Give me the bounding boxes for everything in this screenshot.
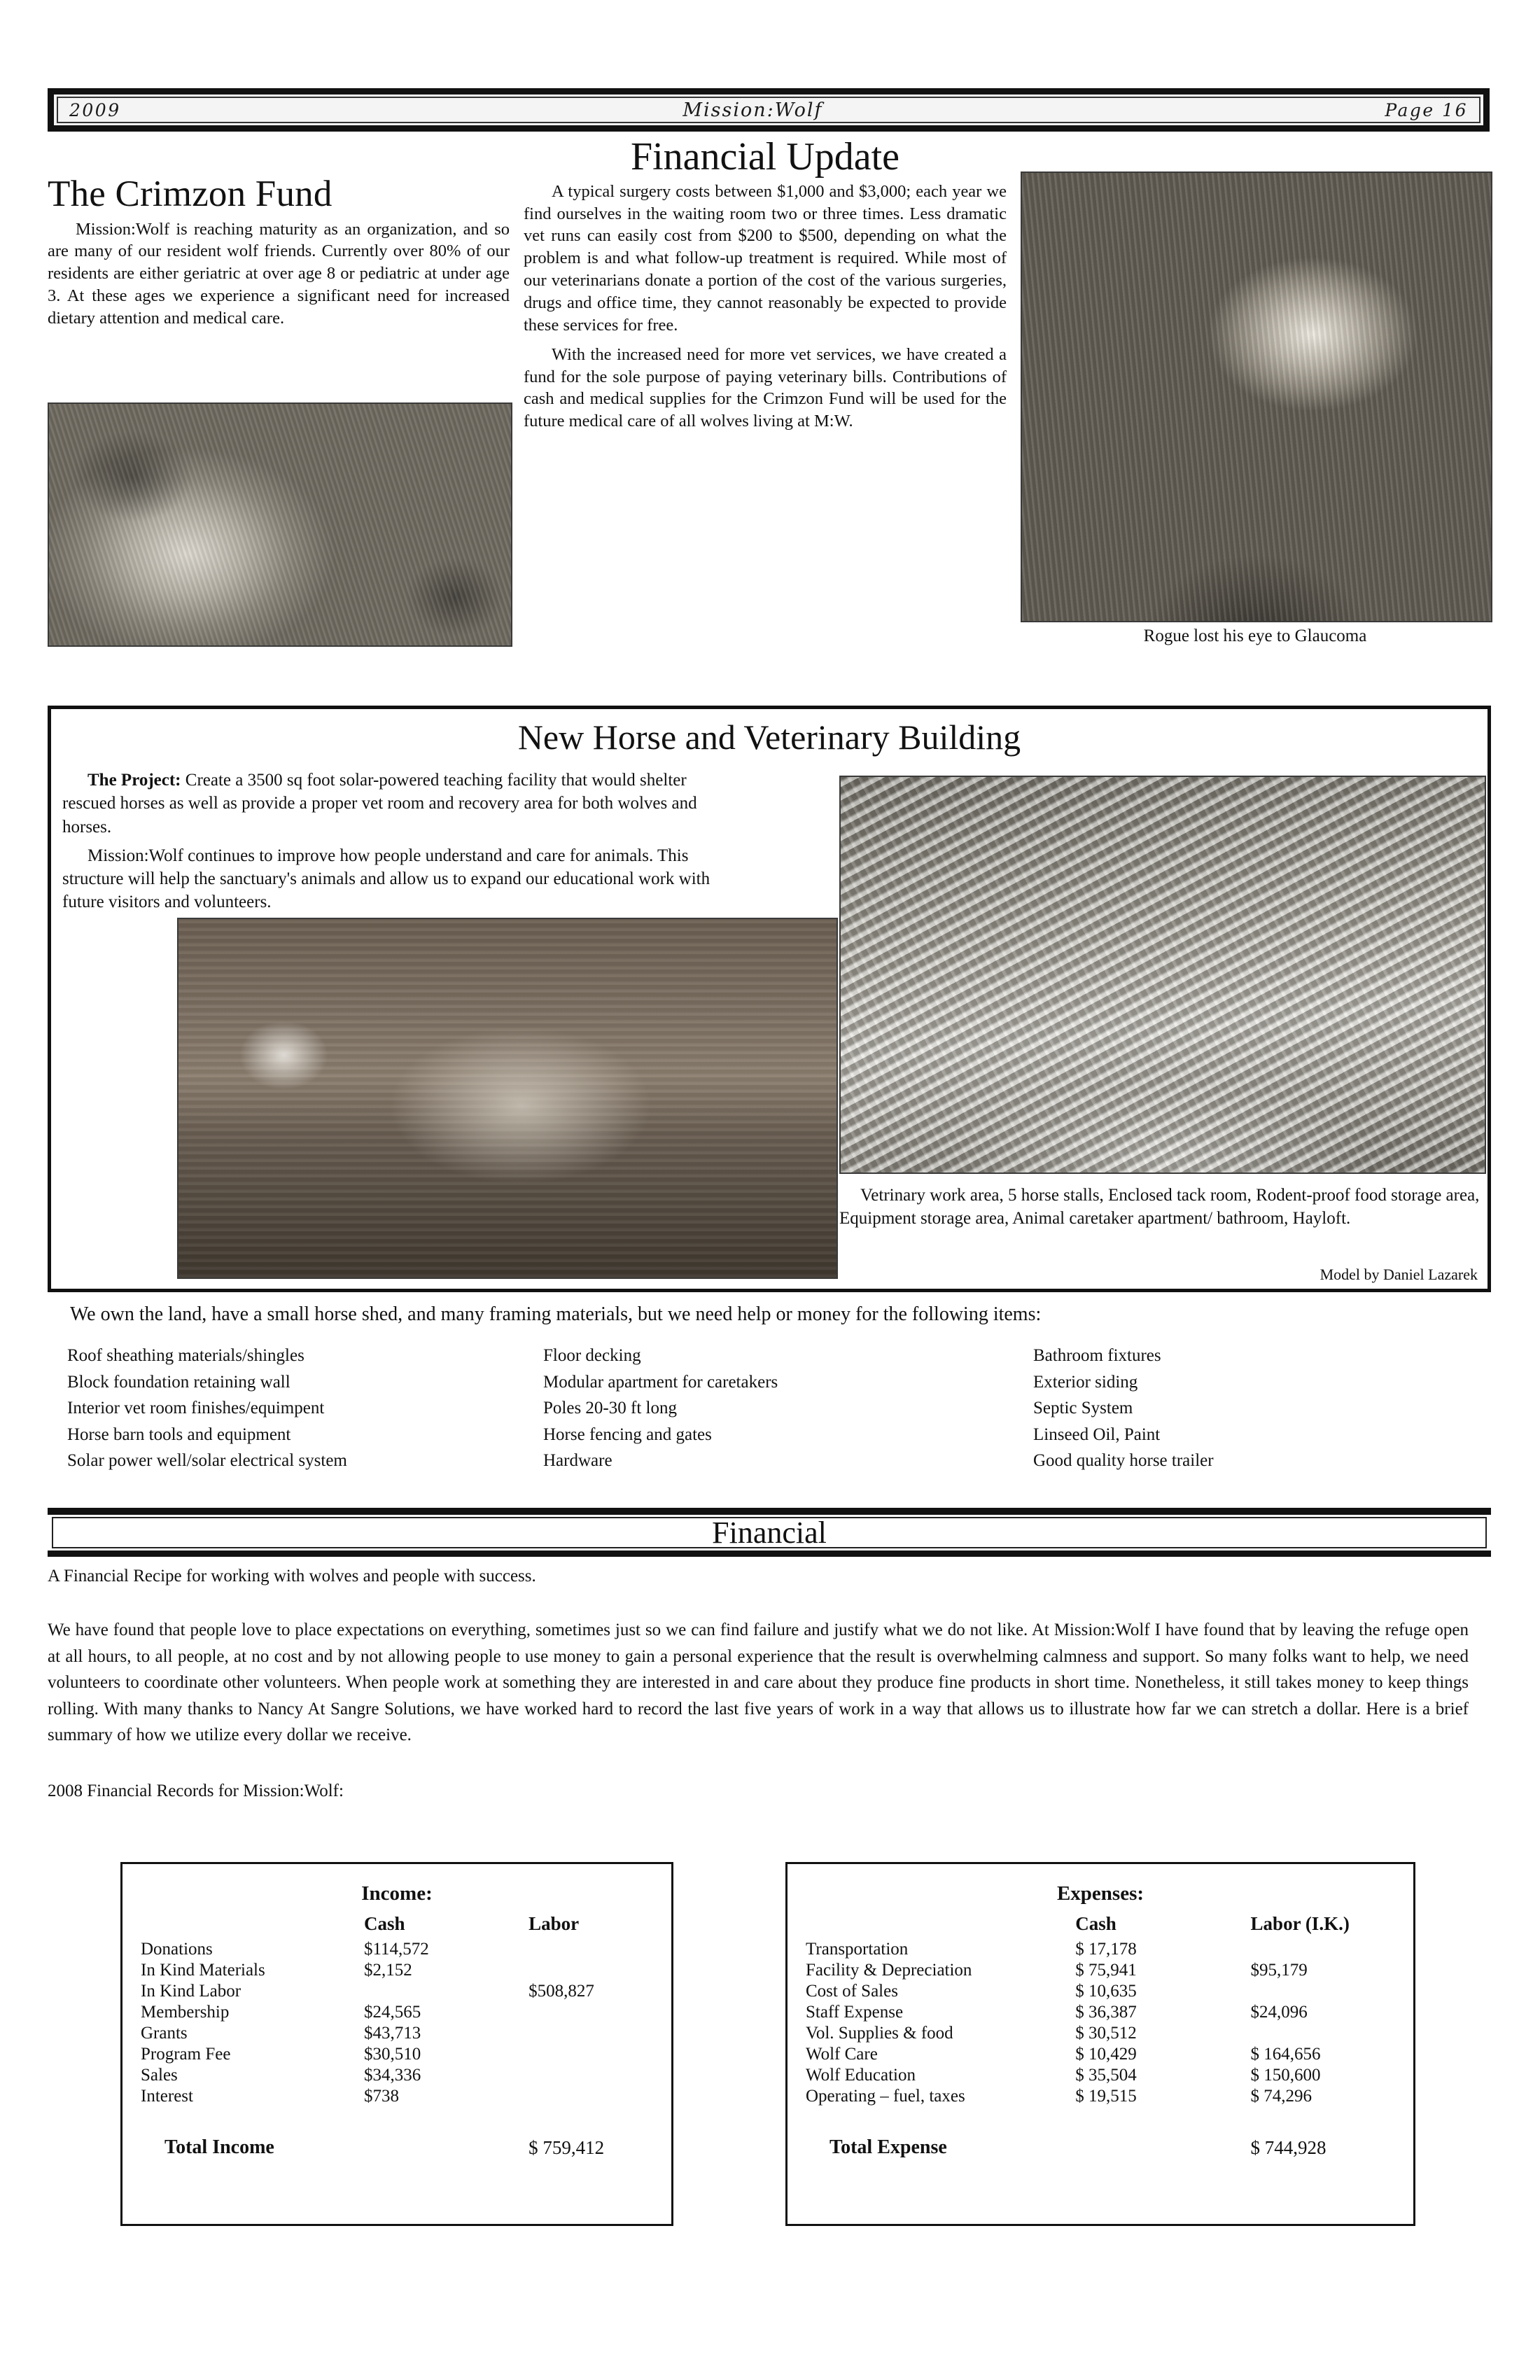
crimzon-fund-article — [48, 175, 510, 337]
needs-item: Horse fencing and gates — [543, 1424, 712, 1444]
needs-column-2 — [543, 1343, 1033, 1474]
row-labor — [1251, 1939, 1413, 1960]
needs-item: Hardware — [543, 1451, 612, 1470]
needs-item: Bathroom fixtures — [1033, 1346, 1161, 1365]
row-cash — [364, 1981, 528, 2002]
table-row — [788, 2044, 1413, 2065]
table-row — [788, 1939, 1413, 1960]
row-labor: $95,179 — [1250, 1961, 1308, 1980]
needs-columns — [67, 1343, 1467, 1474]
row-label: Membership — [141, 2003, 230, 2022]
needs-column-3 — [1033, 1343, 1467, 1474]
project-paragraph — [62, 769, 727, 839]
row-labor: $ 150,600 — [1250, 2066, 1321, 2085]
financial-update-paragraph-1: A typical surgery costs between $1,000 and $3,000; each year we find ourselves in the waiting room two or three times. Less dramatic vet runs can easily cost from $200 to $500, depending on what the problem is and what follow-up treatment is required. While most of our veterinarians donate a portion of the cost of the various surgeries, drugs and office time, they cannot reasonably be expected to provide these services for free. — [524, 181, 1007, 335]
needs-item: Roof sheathing materials/shingles — [67, 1346, 304, 1365]
expense-total-value: $ 744,928 — [1250, 2136, 1326, 2158]
horse-photo — [177, 918, 838, 1279]
building-model-photo — [839, 776, 1486, 1174]
project-label: The Project: — [88, 771, 181, 790]
financial-banner — [48, 1508, 1491, 1557]
row-cash: $ 10,429 — [1075, 2045, 1137, 2064]
needs-lead-text: We own the land, have a small horse shed, and many framing materials, but we need help or money for the following items: — [70, 1303, 1042, 1325]
row-cash: $24,565 — [363, 2003, 421, 2022]
needs-item: Block foundation retaining wall — [67, 1372, 290, 1392]
masthead-title: Mission:Wolf — [682, 99, 823, 121]
row-cash: $30,510 — [363, 2045, 421, 2064]
expense-table-title: Expenses: — [1056, 1882, 1144, 1905]
table-row — [122, 2023, 671, 2044]
table-row — [788, 1981, 1413, 2002]
table-row — [122, 1981, 671, 2002]
wolf-pups-photo-image — [49, 404, 511, 645]
table-row — [788, 1960, 1413, 1981]
horse-vet-paragraph-2: Mission:Wolf continues to improve how people understand and care for animals. This structure will help the sanctuary's animals and allow us to expand our educational work with future visitors and volunteers. — [62, 846, 710, 912]
row-labor — [1251, 2023, 1413, 2044]
row-labor — [528, 1939, 671, 1960]
financial-body-text: We have found that people love to place expectations on everything, sometimes just so we can find failure and justify what we do not like. At Mission:Wolf I have found that by leaving the refuge open at all hours, to all people, at no cost and by not allowing people to use money to gain a personal experience that the result is overwhelming calmness and support. So many folks want to help, we need volunteers to coordinate other volunteers. When people work at something they are interested in and care about they produce fine products in short time. Nonetheless, it still takes money to keep things rolling. With many thanks to Nancy At Sangre Solutions, we have worked hard to record the last five years of work in a way that allows us to illustrate how far we can stretch a dollar. Here is a brief summary of how we utilize every dollar we receive. — [48, 1620, 1469, 1744]
table-row — [788, 2023, 1413, 2044]
needs-item: Floor decking — [543, 1346, 641, 1365]
rogue-photo-caption: Rogue lost his eye to Glaucoma — [1143, 626, 1367, 645]
masthead-year: 2009 — [69, 99, 121, 120]
row-label: Grants — [141, 2024, 188, 2043]
horse-vet-building-heading: New Horse and Veterinary Building — [517, 718, 1021, 757]
needs-column-1 — [67, 1343, 543, 1474]
row-labor — [528, 2086, 671, 2107]
needs-item: Septic System — [1033, 1399, 1133, 1418]
row-label: Staff Expense — [806, 2003, 904, 2022]
needs-item: Interior vet room finishes/equimpent — [67, 1399, 325, 1418]
building-model-caption: Vetrinary work area, 5 horse stalls, Enclosed tack room, Rodent-proof food storage area, Equipment storage area, Animal caretaker apartment/ bathroom, Hayloft. — [839, 1186, 1480, 1228]
expense-total-row — [788, 2107, 1413, 2160]
expense-header-label — [788, 1912, 1075, 1939]
table-row — [122, 2065, 671, 2086]
row-cash: $ 30,512 — [1075, 2024, 1137, 2043]
row-cash: $ 35,504 — [1075, 2066, 1137, 2085]
horse-vet-building-section — [48, 706, 1491, 1292]
horse-photo-image — [178, 919, 836, 1278]
building-model-photo-image — [841, 777, 1485, 1172]
wolf-pups-photo — [48, 402, 512, 647]
row-label: Program Fee — [141, 2045, 231, 2064]
income-table-grid — [122, 1912, 671, 2160]
row-label: Sales — [141, 2066, 178, 2085]
row-label: Wolf Education — [806, 2066, 916, 2085]
expense-total-label: Total Expense — [830, 2136, 947, 2158]
financial-banner-inner — [52, 1517, 1487, 1548]
needs-item: Poles 20-30 ft long — [543, 1399, 677, 1418]
rogue-wolf-photo — [1021, 172, 1492, 622]
row-labor: $ 74,296 — [1250, 2087, 1312, 2106]
financial-update-article — [524, 136, 1007, 440]
needs-item: Good quality horse trailer — [1033, 1451, 1214, 1470]
masthead-inner — [57, 97, 1480, 123]
expense-table — [785, 1862, 1415, 2226]
row-label: Vol. Supplies & food — [806, 2024, 953, 2043]
needs-item: Exterior siding — [1033, 1372, 1138, 1392]
needs-item: Linseed Oil, Paint — [1033, 1424, 1161, 1444]
expense-header-labor: Labor (I.K.) — [1250, 1913, 1350, 1934]
row-cash: $43,713 — [363, 2024, 421, 2043]
row-label: Interest — [141, 2087, 193, 2106]
income-total-label: Total Income — [164, 2136, 274, 2158]
row-cash: $2,152 — [363, 1961, 412, 1980]
financial-update-paragraph-2: With the increased need for more vet services, we have created a fund for the sole purpose of paying veterinary bills. Contributions of cash and medical supplies for the Crimzon Fund will be used for the future medical care of all wolves living at M:W. — [524, 344, 1007, 431]
row-cash: $ 17,178 — [1075, 1940, 1137, 1959]
expense-total-spacer — [1075, 2107, 1250, 2160]
expense-header-cash: Cash — [1075, 1913, 1116, 1934]
row-labor: $ 164,656 — [1250, 2045, 1321, 2064]
expense-table-grid — [788, 1912, 1413, 2160]
row-labor — [528, 2065, 671, 2086]
table-row — [788, 2065, 1413, 2086]
row-label: Donations — [141, 1940, 213, 1959]
project-text: Create a 3500 sq foot solar-powered teaching facility that would shelter rescued horses as well as provide a proper vet room and recovery area for both wolves and horses. — [62, 771, 697, 836]
masthead-page-number: Page 16 — [1385, 99, 1468, 120]
table-row — [122, 1960, 671, 1981]
row-cash: $ 36,387 — [1075, 2003, 1137, 2022]
row-label: Operating – fuel, taxes — [806, 2087, 965, 2106]
table-row — [122, 2086, 671, 2107]
row-cash: $ 75,941 — [1075, 1961, 1137, 1980]
income-total-row — [122, 2107, 671, 2160]
income-table — [120, 1862, 673, 2226]
crimzon-fund-paragraph: Mission:Wolf is reaching maturity as an organization, and so are many of our resident wolf friends. Currently over 80% of our residents are either geriatric at over age 8 or pediatric at under age 3. At these ages we experience a significant need for increased dietary attention and medical care. — [48, 219, 510, 328]
income-table-header-row — [122, 1912, 671, 1939]
row-labor — [528, 2023, 671, 2044]
income-total-spacer — [364, 2107, 528, 2160]
row-labor: $508,827 — [528, 1982, 594, 2001]
row-label: In Kind Labor — [141, 1982, 241, 2001]
row-label: In Kind Materials — [141, 1961, 265, 1980]
horse-vet-building-text — [62, 769, 727, 920]
building-model-credit: Model by Daniel Lazarek — [1320, 1266, 1478, 1283]
row-labor — [528, 1960, 671, 1981]
income-table-title: Income: — [361, 1882, 433, 1905]
row-label: Cost of Sales — [806, 1982, 898, 2001]
row-cash: $738 — [363, 2087, 399, 2106]
financial-records-line: 2008 Financial Records for Mission:Wolf: — [48, 1782, 344, 1800]
needs-item: Horse barn tools and equipment — [67, 1424, 291, 1444]
row-cash: $ 19,515 — [1075, 2087, 1137, 2106]
crimzon-fund-heading: The Crimzon Fund — [48, 174, 332, 214]
row-cash: $34,336 — [363, 2066, 421, 2085]
row-labor: $24,096 — [1250, 2003, 1308, 2022]
needs-item: Modular apartment for caretakers — [543, 1372, 778, 1392]
income-header-cash: Cash — [363, 1913, 405, 1934]
table-row — [788, 2002, 1413, 2023]
row-labor — [528, 2002, 671, 2023]
expense-table-header-row — [788, 1912, 1413, 1939]
row-label: Wolf Care — [806, 2045, 878, 2064]
row-cash: $114,572 — [363, 1940, 429, 1959]
financial-recipe-line: A Financial Recipe for working with wolves and people with success. — [48, 1567, 536, 1586]
row-cash: $ 10,635 — [1075, 1982, 1137, 2001]
row-label: Facility & Depreciation — [806, 1961, 972, 1980]
income-header-label — [122, 1912, 364, 1939]
table-row — [788, 2086, 1413, 2107]
needs-item: Solar power well/solar electrical system — [67, 1451, 347, 1470]
row-labor — [528, 2044, 671, 2065]
income-total-value: $ 759,412 — [528, 2136, 605, 2158]
financial-update-heading: Financial Update — [630, 135, 900, 178]
row-labor — [1251, 1981, 1413, 2002]
financial-banner-title: Financial — [712, 1515, 827, 1550]
table-row — [122, 1939, 671, 1960]
rogue-wolf-photo-image — [1022, 173, 1491, 621]
row-label: Transportation — [806, 1940, 909, 1959]
masthead — [48, 88, 1490, 132]
table-row — [122, 2002, 671, 2023]
income-header-labor: Labor — [528, 1913, 580, 1934]
table-row — [122, 2044, 671, 2065]
